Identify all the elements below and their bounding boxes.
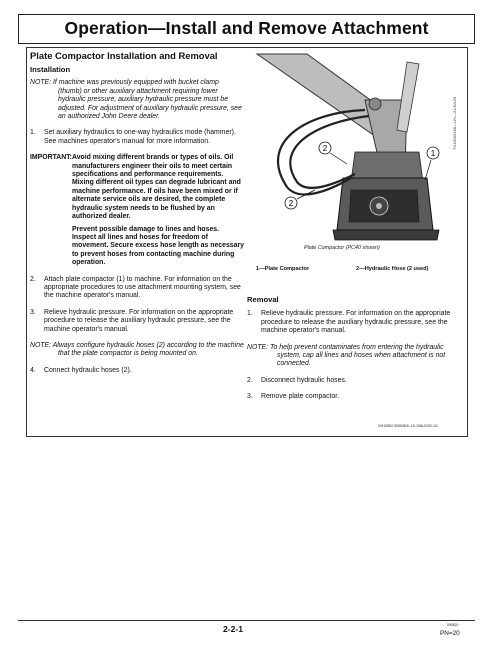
step-number: 3.: [30, 308, 36, 316]
hydraulic-cylinder: [397, 62, 419, 132]
step-number: 3.: [247, 393, 253, 401]
page-title: Operation—Install and Remove Attachment: [64, 18, 429, 38]
motor-hub: [376, 203, 382, 209]
step-2: [30, 276, 244, 301]
step-1: [30, 129, 244, 146]
important-block: [30, 154, 244, 221]
callout-2-label: 2: [322, 144, 328, 153]
step-text: Relieve hydraulic pressure. For information on the appropriate procedure to release the auxiliary hydraulic pressure, see the machine operator's manual.: [44, 308, 234, 333]
step-number: 4.: [30, 366, 36, 374]
step-text: Attach plate compactor (1) to machine. For information on the appropriate procedures to use attachment mounting system, see the machine operator's manual.: [44, 275, 241, 300]
callout-leader: [330, 153, 347, 164]
removal-step-1: [247, 310, 465, 335]
footer-rule: [18, 620, 475, 621]
step-4: [30, 367, 244, 375]
step-number: 1.: [30, 129, 36, 137]
step-number: 2.: [247, 376, 253, 384]
installation-heading: Installation: [30, 65, 71, 74]
pivot-pin: [369, 98, 381, 110]
removal-heading: Removal: [247, 295, 279, 304]
note-contaminates: NOTE: To help prevent contaminates from entering the hydraulic system, cap all lines and hoses when attachment is not connected.: [247, 343, 446, 368]
note-auxiliary-pressure: NOTE: If machine was previously equipped with bucket clamp (thumb) or other auxiliary attachment requiring lower hydraulic pressure, auxiliary hydraulic pressure must be adjusted. For adjustment of auxiliary hydraulic pressure, see an authorized John Deere dealer.: [30, 79, 242, 121]
right-column: [247, 296, 465, 410]
step-text: Disconnect hydraulic hoses.: [261, 376, 347, 384]
compactor-base-plate: [333, 230, 439, 240]
compactor-drawing: [247, 52, 452, 252]
figure-side-code: TX1300315A—UN—21JUL20: [452, 96, 457, 150]
document-id: DH10802,00004E8 -19-15AUG20-1/1: [378, 424, 438, 428]
removal-step-3: [247, 393, 465, 401]
footer-small-code: 090820: [447, 623, 459, 627]
legend-plate-compactor: 1—Plate Compactor: [256, 266, 310, 272]
figure-caption: Plate Compactor (PC40 shown): [304, 245, 380, 251]
page-header: [18, 14, 475, 44]
note-hose-config: NOTE: Always configure hydraulic hoses (2) according to the machine that the plate compactor is being mounted on.: [30, 341, 244, 358]
callout-1-label: 1: [430, 149, 436, 158]
important-text-hoses: Prevent possible damage to lines and hoses. Inspect all lines and hoses for freedom of movement. Secure excess hose length as necessary to prevent hoses from contacting machine during operation.: [72, 225, 244, 267]
plate-compactor-illustration: [247, 52, 452, 252]
step-text: Remove plate compactor.: [261, 393, 340, 401]
step-text: Relieve hydraulic pressure. For information on the appropriate procedure to release the auxiliary hydraulic pressure, see the machine operator's manual.: [261, 310, 451, 335]
step-number: 2.: [30, 275, 36, 283]
page-number: 2-2-1: [223, 624, 244, 634]
important-text: Avoid mixing different brands or types of oils. Oil manufacturers engineer their oils to meet certain specifications and performance requirements. Mixing different oil types can degrade lubricant and machine performance. If oils have been mixed or if alternate service oils are desired, the complete hydraulic system needs to be flushed by an authorized dealer.: [72, 154, 241, 221]
step-text: Set auxiliary hydraulics to one-way hydraulics mode (hammer). See machines operator's manual for more information.: [44, 129, 236, 145]
removal-step-2: [247, 377, 465, 385]
boom-arm: [257, 54, 387, 134]
important-label: IMPORTANT:: [30, 154, 72, 162]
step-number: 1.: [247, 310, 253, 318]
step-text: Connect hydraulic hoses (2).: [44, 366, 132, 374]
step-3: [30, 309, 244, 334]
callout-2-label: 2: [288, 199, 294, 208]
pn-label: PN=20: [440, 630, 460, 637]
section-title: Plate Compactor Installation and Removal: [30, 50, 218, 61]
legend-hydraulic-hose: 2—Hydraulic Hose (2 used): [356, 266, 429, 272]
callout-leader: [425, 160, 431, 180]
left-column: [30, 50, 244, 383]
